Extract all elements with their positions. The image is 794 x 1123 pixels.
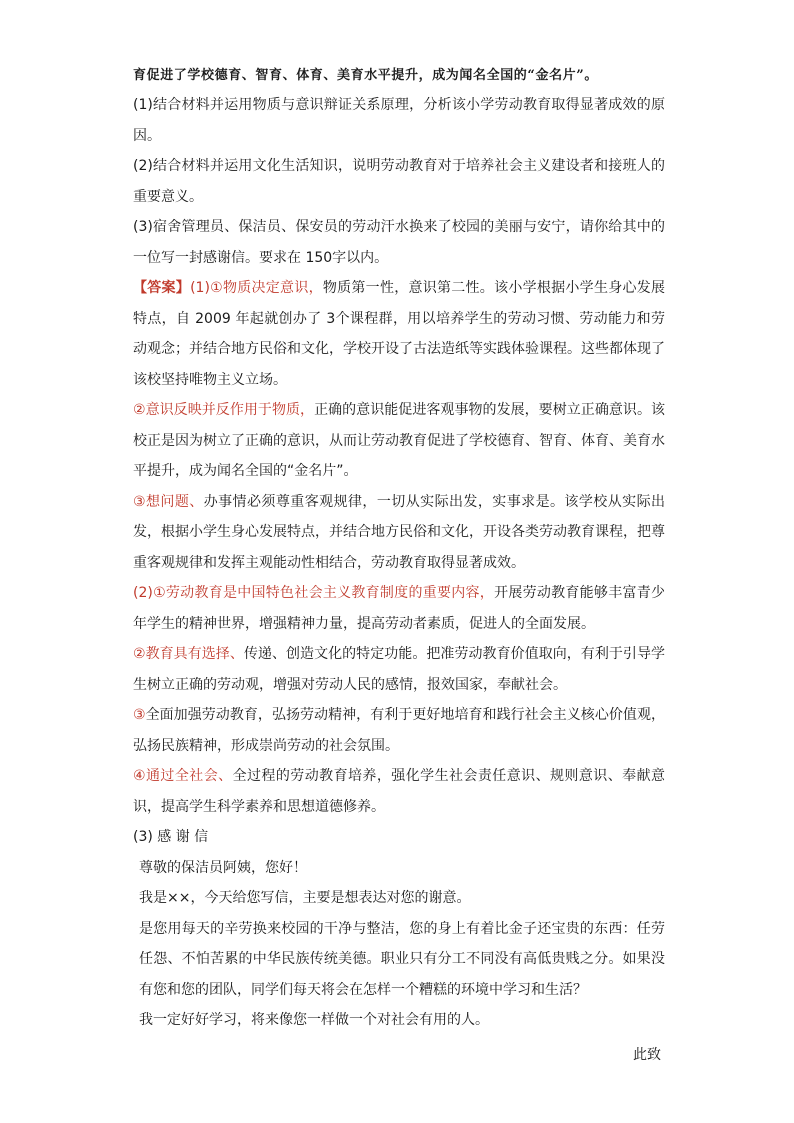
answer-1-point-3-text: 办事情必须尊重客观规律，一切从实际出发，实事求是。该学校从实际出发，根据小学生身心发展特点，并结合地方民俗和文化，开设各类劳动教育课程，把尊重客观规律和发挥主观能动性相结合，劳动教育取得显著成效。 xyxy=(133,493,665,571)
document-body xyxy=(133,64,665,1070)
answer-1-point-1 xyxy=(133,273,665,395)
answer-2-point-4-key: ④通过全社会、 xyxy=(133,768,233,784)
answer-2-point-1 xyxy=(133,578,665,639)
answer-2-point-2-key: ②教育具有选择、 xyxy=(133,646,244,662)
answer-2-point-4 xyxy=(133,761,665,822)
answer-2-point-1-key: (2)①劳动教育是中国特色社会主义教育制度的重要内容， xyxy=(133,585,495,601)
material-tail: 育促进了学校德育、智育、体育、美育水平提升，成为闻名全国的“金名片”。 xyxy=(133,68,598,83)
answer-1-point-1-key: (1)①物质决定意识， xyxy=(190,280,323,296)
letter-salutation: 尊敬的保洁员阿姨，您好！ xyxy=(139,859,307,876)
letter-line-2: 是您用每天的辛劳换来校园的干净与整洁，您的身上有着比金子还宝贵的东西：任劳任怨、不怕苦累的中华民族传统美德。职业只有分工不同没有高低贵贱之分。如果没有您和您的团队，同学们每天将会在怎样一个糟糕的环境中学习和生活？ xyxy=(139,920,665,998)
question-2: (2)结合材料并运用文化生活知识，说明劳动教育对于培养社会主义建设者和接班人的重要意义。 xyxy=(133,158,665,205)
question-3: (3)宿舍管理员、保洁员、保安员的劳动汗水换来了校园的美丽与安宁，请你给其中的一位写一封感谢信。要求在 150字以内。 xyxy=(133,219,665,266)
answer-1-point-3-key: ③想问题、 xyxy=(133,493,204,510)
letter-title: (3) 感 谢 信 xyxy=(133,829,209,845)
answer-2-point-1-text: 开展劳动教育能够丰富青少年学生的精神世界，增强精神力量，提高劳动者素质，促进人的全面发展。 xyxy=(133,585,665,632)
answer-1-point-3 xyxy=(133,487,665,579)
answer-2-point-3-text: 全面加强劳动教育，弘扬劳动精神，有利于更好地培育和践行社会主义核心价值观，弘扬民族精神，形成崇尚劳动的社会氛围。 xyxy=(133,707,665,754)
letter-line-3: 我一定好好学习，将来像您一样做一个对社会有用的人。 xyxy=(139,1012,489,1028)
answer-2-point-4-text: 全过程的劳动教育培养，强化学生社会责任意识、规则意识、奉献意识，提高学生科学素养和思想道德修养。 xyxy=(133,768,665,815)
answer-2-point-2 xyxy=(133,639,665,700)
letter-closing: 此致 xyxy=(633,1046,661,1063)
answer-1-point-2-key: ②意识反映并反作用于物质， xyxy=(133,402,315,418)
answer-1-point-2-text: 正确的意识能促进客观事物的发展，要树立正确意识。该校正是因为树立了正确的意识，从而让劳动教育促进了学校德育、智育、体育、美育水平提升，成为闻名全国的“金名片”。 xyxy=(133,402,665,479)
answer-2-point-3 xyxy=(133,700,665,761)
answer-label: 【答案】 xyxy=(133,280,191,296)
answer-1-point-2 xyxy=(133,395,665,487)
answer-2-point-2-text: 传递、创造文化的特定功能。把准劳动教育价值取向，有利于引导学生树立正确的劳动观，增强对劳动人民的感情，报效国家，奉献社会。 xyxy=(133,646,665,693)
answer-1-point-1-text: 物质第一性，意识第二性。该小学根据小学生身心发展特点，自 2009 年起就创办了 3个课程群，用以培养学生的劳动习惯、劳动能力和劳动观念；并结合地方民俗和文化，学校开设了古法造纸等实践体验课程。这些都体现了该校坚持唯物主义立场。 xyxy=(133,280,666,388)
letter-line-1: 我是××，今天给您写信，主要是想表达对您的谢意。 xyxy=(139,890,471,906)
answer-2-point-3-key: ③ xyxy=(133,707,146,723)
question-1: (1)结合材料并运用物质与意识辩证关系原理，分析该小学劳动教育取得显著成效的原因。 xyxy=(133,97,665,144)
